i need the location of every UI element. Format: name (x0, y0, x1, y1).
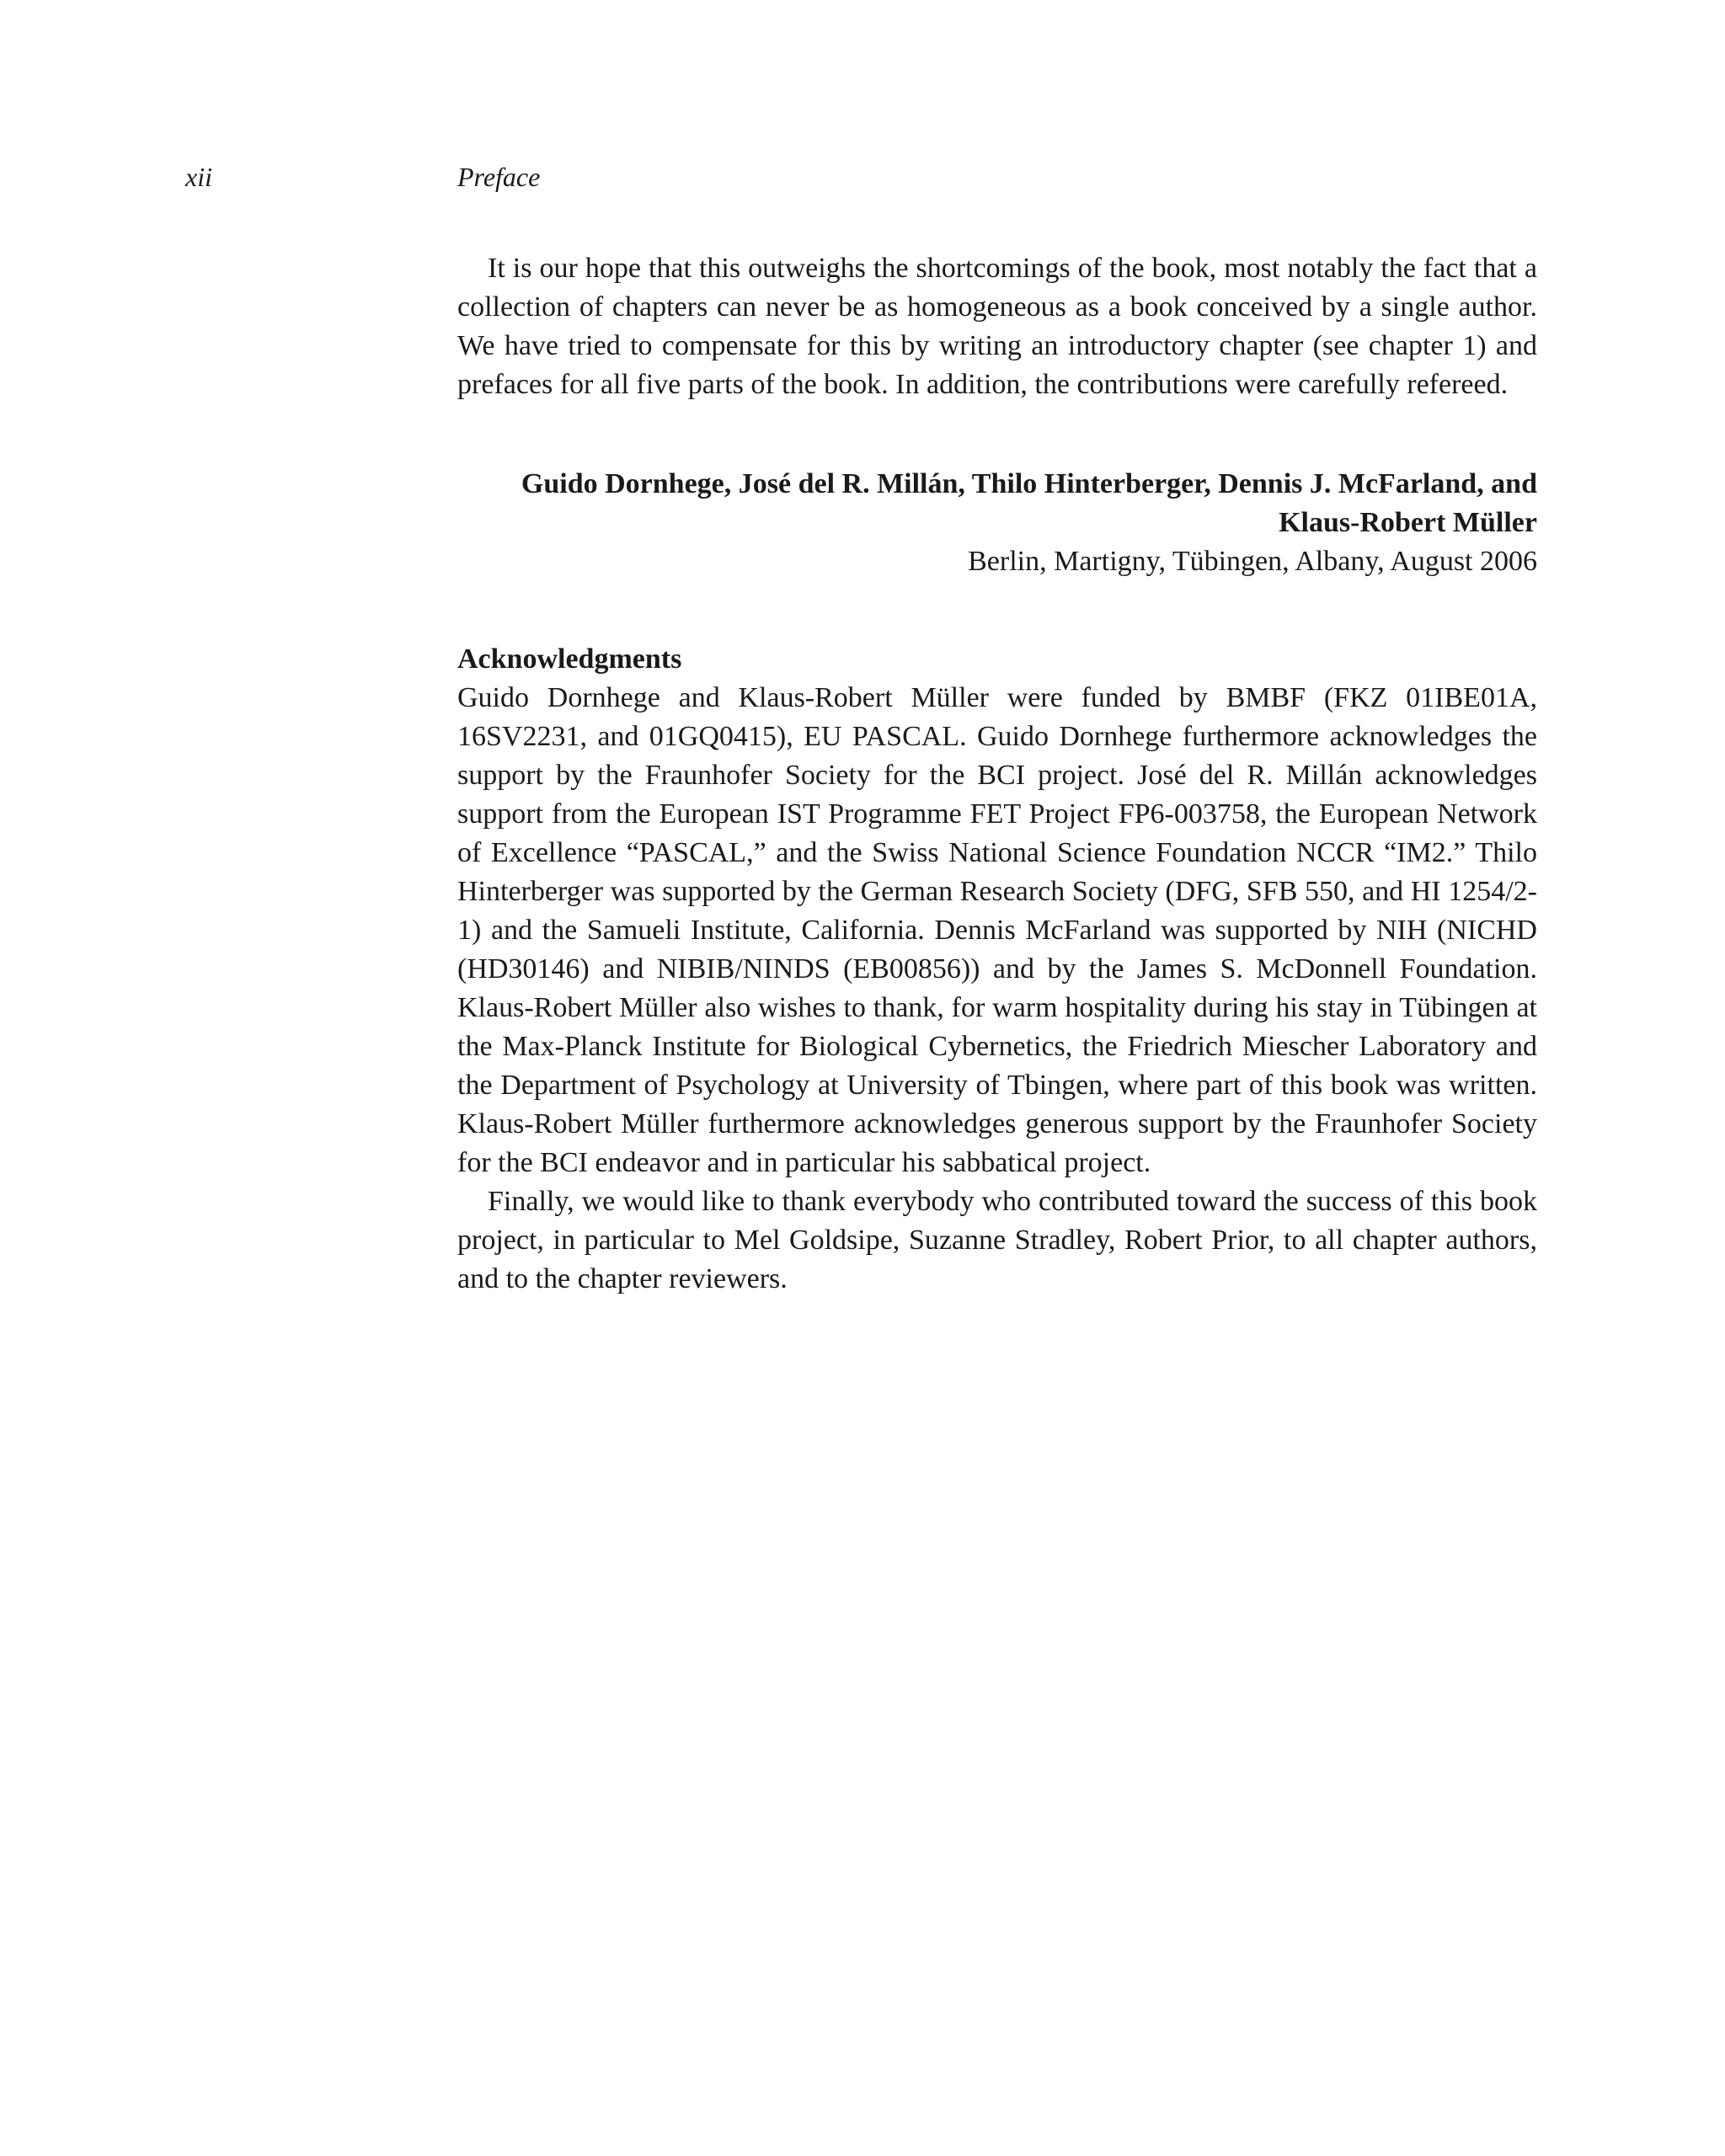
intro-section (457, 249, 1537, 404)
preface-signature (457, 465, 1537, 581)
page-number: xii (185, 162, 212, 192)
signature-authors: Guido Dornhege, José del R. Millán, Thilo Hinterberger, Dennis J. McFarland, and Klaus-Robert Müller (521, 468, 1537, 538)
signature-place-date: Berlin, Martigny, Tübingen, Albany, August 2006 (968, 546, 1537, 577)
acknowledgments-paragraph: Guido Dornhege and Klaus-Robert Müller were funded by BMBF (FKZ 01IBE01A, 16SV2231, and 01GQ0415), EU PASCAL. Guido Dornhege furthermore acknowledges the support by the Fraunhofer Society for the BCI project. José del R. Millán acknowledges support from the European IST Programme FET Project FP6-003758, the European Network of Excellence “PASCAL,” and the Swiss National Science Foundation NCCR “IM2.” Thilo Hinterberger was supported by the German Research Society (DFG, SFB 550, and HI 1254/2-1) and the Samueli Institute, California. Dennis McFarland was supported by NIH (NICHD (HD30146) and NIBIB/NINDS (EB00856)) and by the James S. McDonnell Foundation. Klaus-Robert Müller also wishes to thank, for warm hospitality during his stay in Tübingen at the Max-Planck Institute for Biological Cybernetics, the Friedrich Miescher Laboratory and the Department of Psychology at University of Tbingen, where part of this book was written. Klaus-Robert Müller furthermore acknowledges generous support by the Fraunhofer Society for the BCI endeavor and in particular his sabbatical project. (457, 682, 1537, 1178)
acknowledgments-heading: Acknowledgments (457, 643, 682, 675)
acknowledgments-section (457, 640, 1537, 1299)
running-head-title: Preface (457, 162, 541, 192)
intro-paragraph: It is our hope that this outweighs the shortcomings of the book, most notably the fact that a collection of chapters can never be as homogeneous as a book conceived by a single author. We have tried to compensate for this by writing an introductory chapter (see chapter 1) and prefaces for all five parts of the book. In addition, the contributions were carefully refereed. (457, 253, 1537, 400)
acknowledgments-paragraph: Finally, we would like to thank everybody who contributed toward the success of this book project, in particular to Mel Goldsipe, Suzanne Stradley, Robert Prior, to all chapter authors, and to the chapter reviewers. (457, 1186, 1537, 1294)
